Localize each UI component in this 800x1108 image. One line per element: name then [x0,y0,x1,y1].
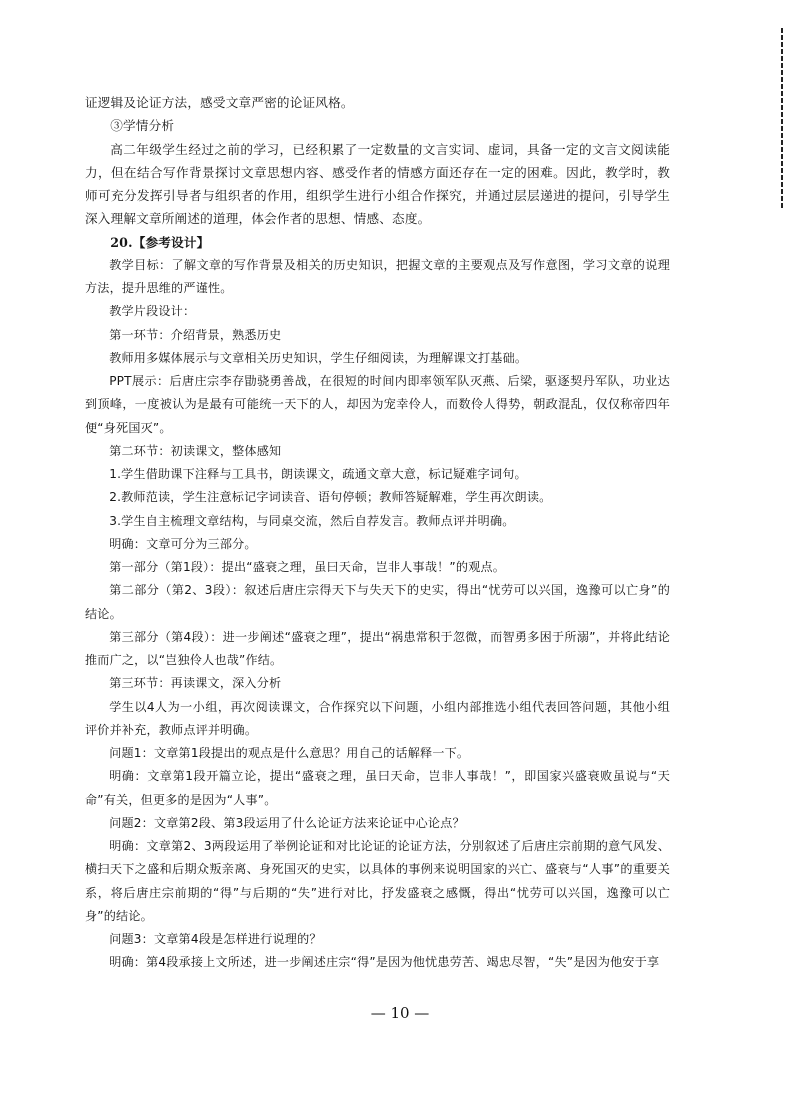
step-heading: 第一环节：介绍背景，熟悉历史 [109,327,282,342]
list-item: 1.学生借助课下注释与工具书，朗读课文，疏通文章大意，标记疑难字词句。 [109,467,527,481]
paragraph: PPT展示：后唐庄宗李存勖骁勇善战，在很短的时间内即率领军队灭燕、后梁，驱逐契丹军队，功业达到顶峰，一度被认为是最有可能统一天下的人，却因为宠幸伶人，而数伶人得势，朝政混乱，仅仅称帝四年便“身死国灭”。 [85,374,670,435]
paragraph: 明确：文章可分为三部分。 [109,536,257,551]
scan-edge-mark [781,28,783,208]
paragraph: 第一部分（第1段）：提出“盛衰之理，虽曰天命，岂非人事哉！”的观点。 [109,560,506,574]
paragraph: 证逻辑及论证方法，感受文章严密的论证风格。 [85,95,354,110]
question: 问题2：文章第2段、第3段运用了什么论证方法来论证中心论点？ [109,815,465,830]
segment-design-label: 教学片段设计： [109,304,196,319]
page-number: — 10 — [370,1004,430,1022]
document-body [85,91,670,975]
paragraph: 第二部分（第2、3段）：叙述后唐庄宗得天下与失天下的史实，得出“忧劳可以兴国，逸豫可以亡身”的结论。 [85,583,670,621]
teaching-goal: 教学目标：了解文章的写作背景及相关的历史知识，把握文章的主要观点及写作意图，学习文章的说理方法，提升思维的严谨性。 [85,257,670,295]
paragraph: 学生以4人为一小组，再次阅读课文，合作探究以下问题，小组内部推选小组代表回答问题，其他小组评价并补充，教师点评并明确。 [85,699,670,737]
step-heading: 第三环节：再读课文，深入分析 [109,676,282,691]
question-heading: 20.【参考设计】 [110,234,210,250]
answer: 明确：文章第2、3两段运用了举例论证和对比论证的论证方法，分别叙述了后唐庄宗前期的意气风发、横扫天下之盛和后期众叛亲离、身死国灭的史实，以具体的事例来说明国家的兴亡、盛衰与“人事”的重要关系，将后唐庄宗前期的“得”与后期的“失”进行对比，抒发盛衰之感慨，得出“忧劳可以兴国，逸豫可以亡身”的结论。 [85,839,670,923]
list-item: 3.学生自主梳理文章结构，与同桌交流，然后自荐发言。教师点评并明确。 [109,513,515,528]
paragraph: 高二年级学生经过之前的学习，已经积累了一定数量的文言实词、虚词，具备一定的文言文阅读能力，但在结合写作背景探讨文章思想内容、感受作者的情感方面还存在一定的困难。因此，教学时，教师可充分发挥引导者与组织者的作用，组织学生进行小组合作探究，并通过层层递进的提问，引导学生深入理解文章所阐述的道理，体会作者的思想、情感、态度。 [85,141,670,227]
question: 问题3：文章第4段是怎样进行说理的？ [109,932,322,946]
answer: 明确：第4段承接上文所述，进一步阐述庄宗“得”是因为他忧患劳苦、竭忠尽智，“失”是因为他安于享 [109,955,660,970]
list-item: 2.教师范读，学生注意标记字词读音、语句停顿；教师答疑解难，学生再次朗读。 [109,490,552,505]
paragraph: 第三部分（第4段）：进一步阐述“盛衰之理”，提出“祸患常积于忽微，而智勇多困于所溺”，并将此结论推而广之，以“岂独伶人也哉”作结。 [85,629,670,667]
step-heading: 第二环节：初读课文，整体感知 [109,443,282,458]
answer: 明确：文章第1段开篇立论，提出“盛衰之理，虽曰天命，岂非人事哉！”，即国家兴盛衰败虽说与“天命”有关，但更多的是因为“人事”。 [85,769,670,807]
paragraph: 教师用多媒体展示与文章相关历史知识，学生仔细阅读，为理解课文打基础。 [109,350,528,365]
section-heading-learning-analysis: ③学情分析 [110,118,175,134]
question: 问题1：文章第1段提出的观点是什么意思？用自己的话解释一下。 [109,746,470,760]
